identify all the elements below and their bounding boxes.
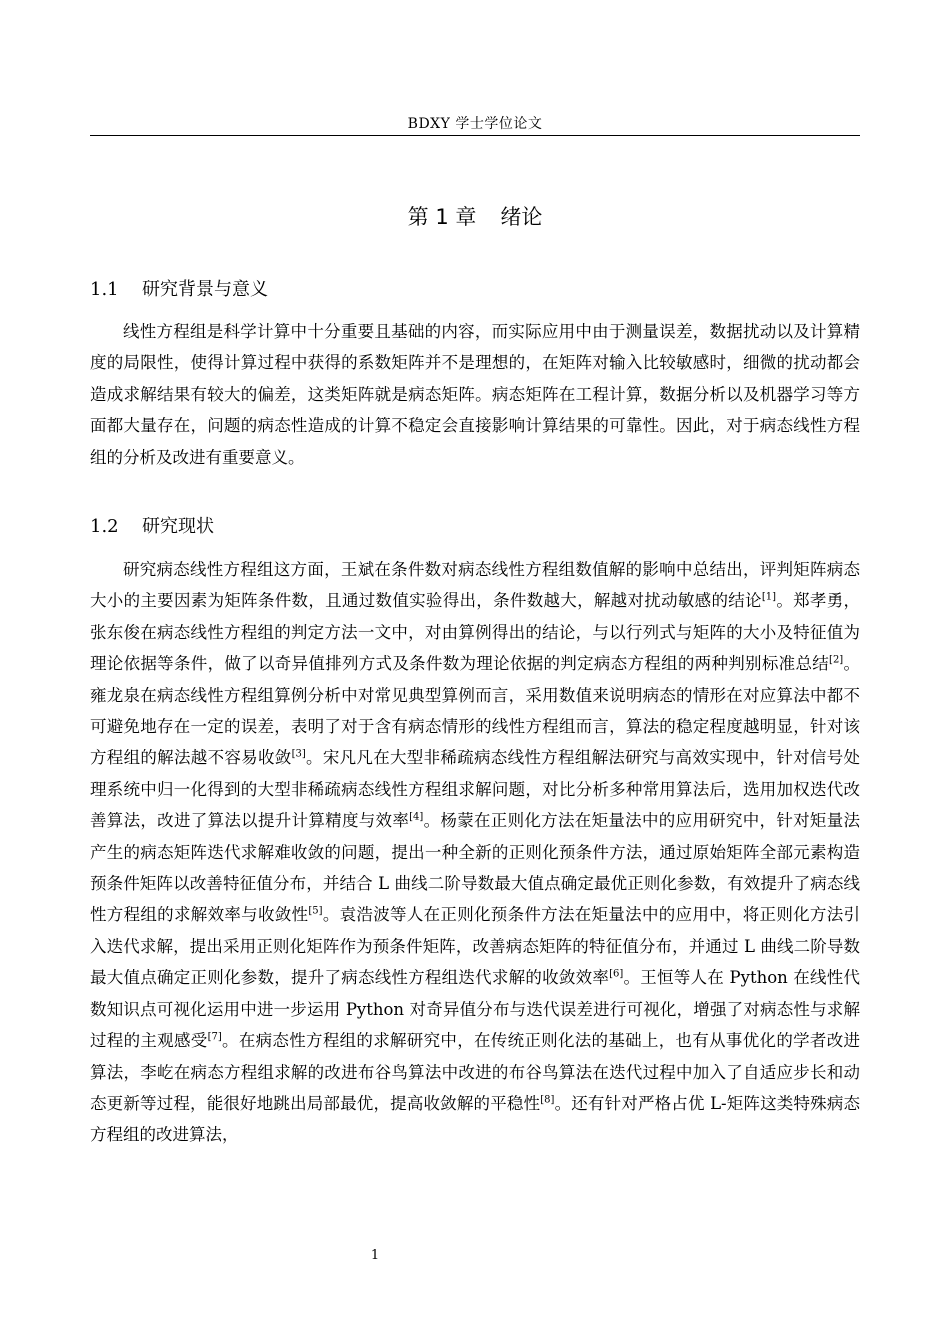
citation-marker: [7] [207,1031,222,1043]
text-segment: 。郑孝勇，张东俊在病态线性方程组的判定方法一文中，对由算例得出的结论，与以行列式与矩阵的大小及特征值为理论依据等条件，做了以奇异值排列方式及条件数为理论依据的判定病态方程组的两种判别标准总结 [90,591,861,674]
text-segment: 。袁浩波等人在正则化预条件方法在矩量法中的应用中，将正则化方法引入迭代求解，提出采用正则化矩阵作为预条件矩阵，改善病态矩阵的特征值分布，并通过 L 曲线二阶导数最大值点确定正则化参数，提升了病态线性方程组迭代求解的收敛效率 [90,905,861,988]
section-number: 1.1 [90,279,119,300]
text-segment: 。王恒等人在 Python 在线性代数知识点可视化运用中进一步运用 Python 对奇异值分布与迭代误差进行可视化，增强了对病态性与求解过程的主观感受 [90,968,861,1051]
citation-marker: [5] [308,905,323,917]
text-segment: 。还有针对严格占优 L-矩阵这类特殊病态方程组的改进算法， [90,1093,861,1145]
running-header: BDXY 学士学位论文 [407,116,543,132]
section-heading-1-2 [90,513,860,541]
chapter-name: 绪论 [500,205,543,229]
text-segment: 。雍龙泉在病态线性方程组算例分析中对常见典型算例而言，采用数值来说明病态的情形在对应算法中都不可避免地存在一定的误差，表明了对于含有病态情形的线性方程组而言，算法的稳定程度越明显，针对该方程组的解法越不容易收敛 [90,654,861,768]
citation-marker: [4] [409,811,424,823]
section-heading-1-1 [90,276,860,304]
text-segment: 研究病态线性方程组这方面，王斌在条件数对病态线性方程组数值解的影响中总结出，评判矩阵病态大小的主要因素为矩阵条件数，且通过数值实验得出，条件数越大，解越对扰动敏感的结论 [90,560,860,611]
section-title: 研究现状 [142,516,214,537]
citation-marker: [6] [609,968,624,980]
chapter-number: 第 1 章 [407,205,477,229]
text-segment: 。宋凡凡在大型非稀疏病态线性方程组解法研究与高效实现中，针对信号处理系统中归一化得到的大型非稀疏病态线性方程组求解问题，对比分析多种常用算法后，选用加权迭代改善算法，改进了算法以提升计算精度与效率 [90,748,861,831]
citation-marker: [1] [761,591,777,603]
citation-marker: [8] [540,1094,555,1106]
body-paragraph-background: 线性方程组是科学计算中十分重要且基础的内容，而实际应用中由于测量误差，数据扰动以及计算精度的局限性，使得计算过程中获得的系数矩阵并不是理想的，在矩阵对输入比较敏感时，细微的扰动都会造成求解结果有较大的偏差，这类矩阵就是病态矩阵。病态矩阵在工程计算，数据分析以及机器学习等方面都大量存在，问题的病态性造成的计算不稳定会直接影响计算结果的可靠性。因此，对于病态线性方程组的分析及改进有重要意义。 [90,322,860,467]
page-number: 1 [370,1248,380,1263]
citation-marker: [2] [829,654,844,666]
text-segment: 。杨蒙在正则化方法在矩量法中的应用研究中，针对矩量法产生的病态矩阵迭代求解难收敛的问题，提出一种全新的正则化预条件方法，通过原始矩阵全部元素构造预条件矩阵以改善特征值分布，并结合 L 曲线二阶导数最大值点确定最优正则化参数，有效提升了病态线性方程组的求解效率与收敛性 [90,811,861,925]
section-number: 1.2 [90,516,119,537]
section-title: 研究背景与意义 [142,279,268,300]
header-rule [90,135,860,136]
text-segment: 。在病态性方程组的求解研究中，在传统正则化法的基础上，也有从事优化的学者改进算法，李屹在病态方程组求解的改进布谷鸟算法中改进的布谷鸟算法在迭代过程中加入了自适应步长和动态更新等过程，能很好地跳出局部最优，提高收敛解的平稳性 [90,1031,861,1113]
citation-marker: [3] [291,748,306,760]
body-paragraph-status [90,554,860,1151]
chapter-title [90,202,860,232]
